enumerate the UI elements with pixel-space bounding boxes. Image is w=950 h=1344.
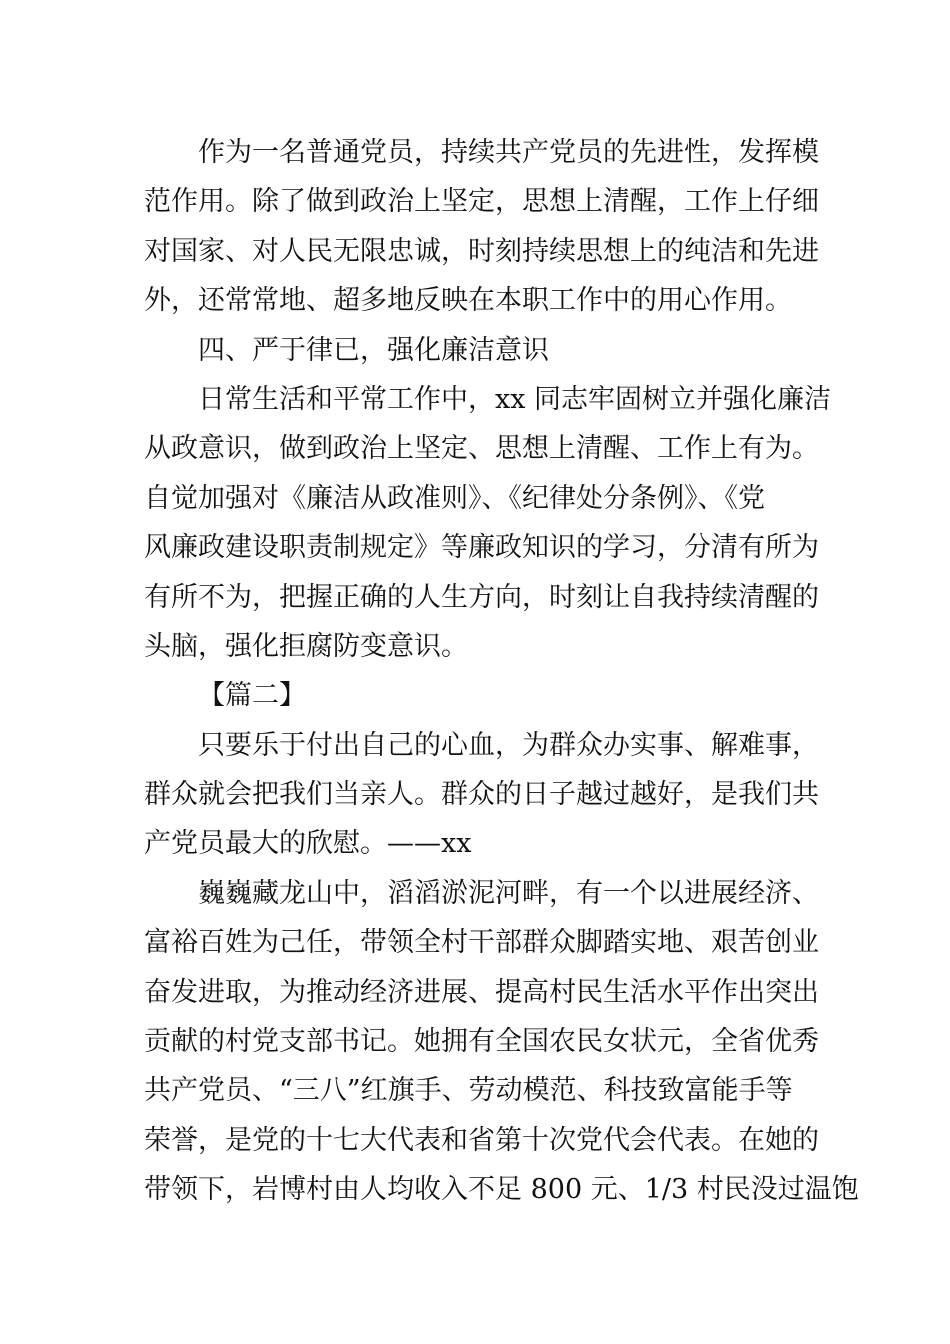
- section-heading: 四、严于律已，强化廉洁意识: [198, 334, 549, 366]
- text-line: 只要乐于付出自己的心血，为群众办实事、解难事，: [198, 729, 819, 761]
- text-line: 群众就会把我们当亲人。群众的日子越过越好，是我们共: [144, 779, 819, 811]
- text-line: 富裕百姓为己任，带领全村干部群众脚踏实地、艰苦创业: [144, 927, 819, 959]
- text-line: 有所不为，把握正确的人生方向，时刻让自我持续清醒的: [144, 581, 819, 613]
- text-line: 共产党员、“三八”红旗手、劳动模范、科技致富能手等: [144, 1075, 793, 1107]
- text-line: 作为一名普通党员，持续共产党员的先进性，发挥模: [198, 137, 819, 168]
- text-line: 带领下，岩博村由人均收入不足 800 元、1/3 村民没过温饱: [144, 1174, 859, 1206]
- chapter-heading: 【篇二】: [198, 680, 306, 712]
- text-line: 对国家、对人民无限忠诚，时刻持续思想上的纯洁和先进: [144, 235, 819, 267]
- text-line: 外，还常常地、超多地反映在本职工作中的用心作用。: [144, 285, 792, 317]
- text-line: 风廉政建设职责制规定》等廉政知识的学习，分清有所为: [144, 532, 819, 564]
- text-line: 自觉加强对《廉洁从政准则》、《纪律处分条例》、《党: [144, 482, 765, 514]
- document-body: [144, 128, 859, 1215]
- text-line: 日常生活和平常工作中，xx 同志牢固树立并强化廉洁: [198, 383, 832, 415]
- text-line: 产党员最大的欣慰。——xx: [144, 828, 472, 860]
- text-line: 巍巍藏龙山中，滔滔淤泥河畔，有一个以进展经济、: [198, 877, 819, 909]
- text-line: 贡献的村党支部书记。她拥有全国农民女状元，全省优秀: [144, 1026, 819, 1058]
- text-line: 从政意识，做到政治上坚定、思想上清醒、工作上有为。: [144, 433, 819, 465]
- text-line: 荣誉，是党的十七大代表和省第十次党代会代表。在她的: [144, 1124, 819, 1156]
- text-line: 奋发进取，为推动经济进展、提高村民生活水平作出突出: [144, 976, 819, 1008]
- text-line: 范作用。除了做到政治上坚定，思想上清醒，工作上仔细: [144, 186, 819, 218]
- text-line: 头脑，强化拒腐防变意识。: [144, 630, 468, 662]
